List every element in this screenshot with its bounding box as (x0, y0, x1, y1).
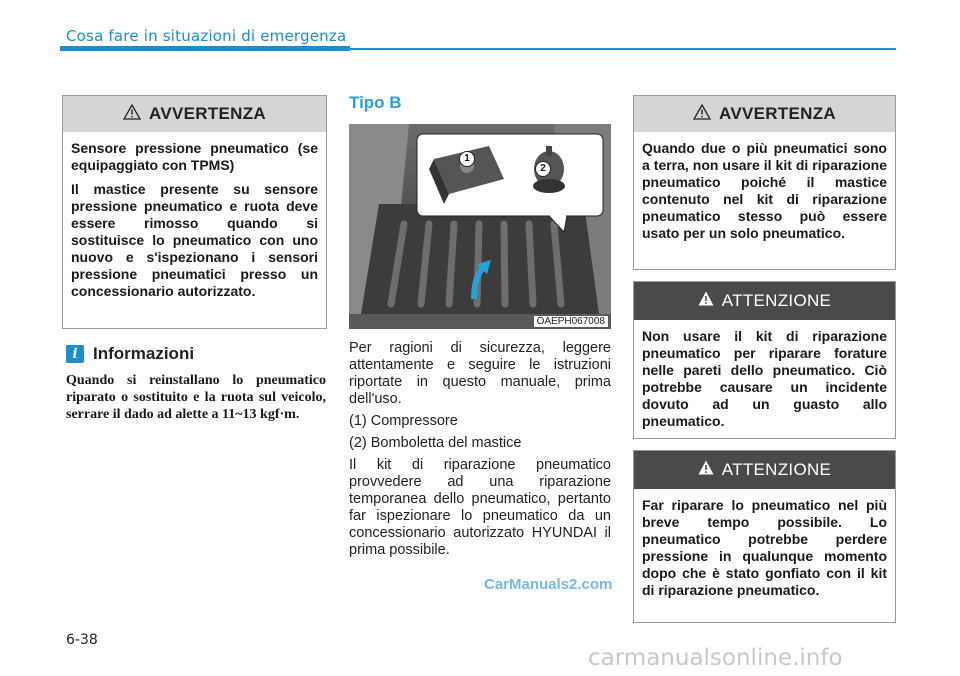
warning-body (63, 132, 326, 313)
watermark-link[interactable]: CarManuals2.com (484, 576, 613, 593)
section-header-title: Cosa fare in situazioni di emergenza (66, 27, 347, 45)
type-b-text (349, 340, 611, 564)
warning-body (634, 132, 895, 255)
caution-triangle-icon (698, 291, 714, 311)
warning-text: Quando due o più pneumatici sono a terra, non usare il kit di riparazione pneumatico poiché il mastice contenuto nel kit di riparazione pneumatico stesso può essere usato per un solo pneumatico. (642, 140, 887, 241)
warning-triangle-icon (123, 104, 141, 125)
warning-box-header (63, 96, 326, 132)
warning-text: Il mastice presente su sensore pressione pneumatico e ruota deve essere rimosso quando si sostituisce lo pneumatico con uno nuovo e s'ispezionano i sensori pressione pneumatici presso un concessionario autorizzato. (71, 181, 318, 299)
caution-box-sidewall (633, 281, 896, 439)
warning-triangle-icon (693, 104, 711, 125)
callout-2: 2 (535, 161, 551, 177)
caution-text: Far riparare lo pneumatico nel più breve tempo possibile. Lo pneumatico potrebbe perdere pressione in qualunque momento dopo che è stato gonfiato con il kit di riparazione pneumatico. (642, 497, 887, 598)
warning-box-tpms (62, 95, 327, 329)
caution-box-header (634, 451, 895, 489)
caution-body (634, 489, 895, 612)
caution-text: Non usare il kit di riparazione pneumatico per riparare forature nelle pareti dello pneumatico. Ciò potrebbe causare un incidente dovuto ad un guasto allo pneumatico. (642, 328, 887, 429)
type-b-intro: Per ragioni di sicurezza, leggere attentamente e seguire le istruzioni riportate in questo manuale, prima dell'uso. (349, 340, 611, 407)
callout-1: 1 (459, 151, 475, 167)
caution-box-header (634, 282, 895, 320)
type-b-item-2: (2) Bomboletta del mastice (349, 435, 522, 451)
caution-heading: ATTENZIONE (721, 460, 832, 479)
info-heading-row (66, 344, 194, 364)
header-rule (350, 48, 896, 50)
warning-subtitle: Sensore pressione pneumatico (se equipaggiato con TPMS) (71, 140, 318, 173)
caution-body (634, 320, 895, 443)
header-rule-accent (60, 46, 350, 51)
caution-heading: ATTENZIONE (721, 291, 832, 310)
info-icon: i (66, 345, 84, 363)
warning-box-two-tires (633, 95, 896, 270)
info-title: Informazioni (93, 344, 195, 363)
type-b-body: Il kit di riparazione pneumatico provvedere ad una riparazione temporanea dello pneumatico, pertanto far ispezionare lo pneumatico da un concessionario autorizzato HYUNDAI il prima possibile. (349, 457, 611, 558)
footer-watermark: carmanualsonline.info (588, 645, 843, 671)
warning-box-header (634, 96, 895, 132)
type-b-title: Tipo B (349, 93, 402, 112)
info-text: Quando si reinstallano lo pneumatico riparato o sostituito e la ruota sul veicolo, serrare il dado ad alette a 11~13 kgf·m. (66, 373, 326, 422)
image-code: OAEPH067008 (534, 316, 608, 327)
trunk-photo (349, 124, 611, 329)
caution-box-repair-soon (633, 450, 896, 623)
warning-heading: AVVERTENZA (149, 104, 266, 123)
type-b-item-1: (1) Compressore (349, 413, 458, 429)
caution-triangle-icon (698, 460, 714, 480)
warning-heading: AVVERTENZA (719, 104, 836, 123)
page-number: 6-38 (66, 632, 98, 648)
